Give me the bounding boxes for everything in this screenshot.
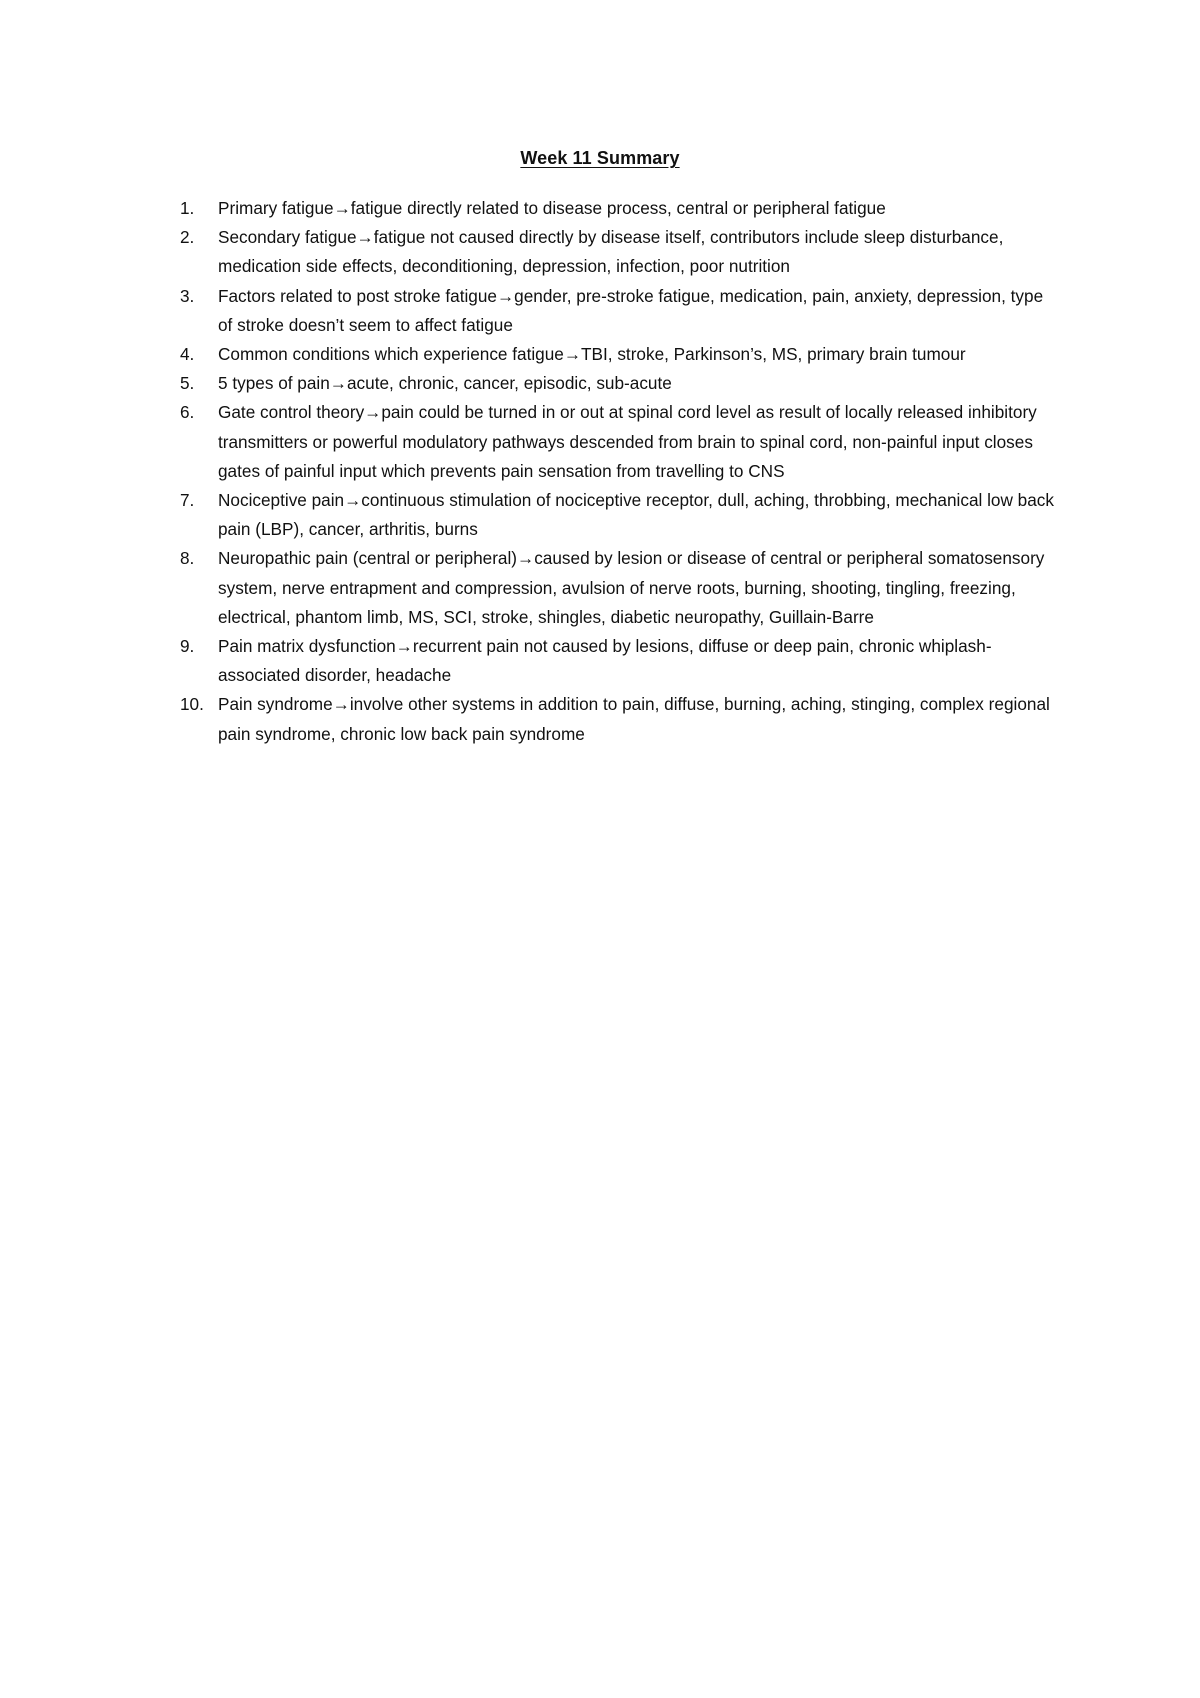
page-title: Week 11 Summary — [520, 148, 680, 168]
list-item — [180, 544, 1060, 632]
list-item — [180, 486, 1060, 544]
item-number: 7. — [180, 490, 195, 511]
item-number: 9. — [180, 636, 195, 657]
item-number: 3. — [180, 285, 195, 306]
item-number: 10. — [180, 694, 204, 715]
list-item — [180, 194, 1060, 223]
item-number: 5. — [180, 373, 195, 394]
item-text: Factors related to post stroke fatigue→gender, pre-stroke fatigue, medication, pain, anxiety, depression, type of stroke doesn’t seem to affect fatigue — [218, 285, 1044, 335]
item-text: Primary fatigue→fatigue directly related to disease process, central or peripheral fatigue — [218, 198, 886, 218]
item-number: 2. — [180, 227, 195, 248]
list-item — [180, 340, 1060, 369]
item-number: 1. — [180, 198, 195, 218]
item-number: 4. — [180, 344, 195, 365]
item-text: Common conditions which experience fatigue→TBI, stroke, Parkinson’s, MS, primary brain tumour — [218, 344, 966, 365]
item-text: Neuropathic pain (central or peripheral)→caused by lesion or disease of central or peripheral somatosensory system, nerve entrapment and compression, avulsion of nerve roots, burning, shooting, tingling, freezing, electrical, phantom limb, MS, SCI, stroke, shingles, diabetic neuropathy, Guillain-Barre — [218, 548, 1045, 627]
summary-list — [180, 194, 1060, 749]
item-number: 6. — [180, 402, 195, 423]
item-text: Pain syndrome→involve other systems in addition to pain, diffuse, burning, aching, stinging, complex regional pain syndrome, chronic low back pain syndrome — [218, 694, 1050, 744]
item-text: Pain matrix dysfunction→recurrent pain not caused by lesions, diffuse or deep pain, chronic whiplash-associated disorder, headache — [218, 636, 992, 686]
list-item — [180, 223, 1060, 281]
list-item — [180, 632, 1060, 690]
item-text: Nociceptive pain→continuous stimulation of nociceptive receptor, dull, aching, throbbing, mechanical low back pain (LBP), cancer, arthritis, burns — [218, 490, 1054, 540]
list-item — [180, 398, 1060, 486]
item-number: 8. — [180, 548, 195, 569]
list-item — [180, 369, 1060, 398]
item-text: 5 types of pain→acute, chronic, cancer, episodic, sub-acute — [218, 373, 672, 394]
list-item — [180, 282, 1060, 340]
item-text: Gate control theory→pain could be turned in or out at spinal cord level as result of locally released inhibitory transmitters or powerful modulatory pathways descended from brain to spinal cord, non-painful input closes gates of painful input which prevents pain sensation from travelling to CNS — [218, 402, 1037, 481]
item-text: Secondary fatigue→fatigue not caused directly by disease itself, contributors include sleep disturbance, medication side effects, deconditioning, depression, infection, poor nutrition — [218, 227, 1004, 277]
list-item — [180, 690, 1060, 748]
